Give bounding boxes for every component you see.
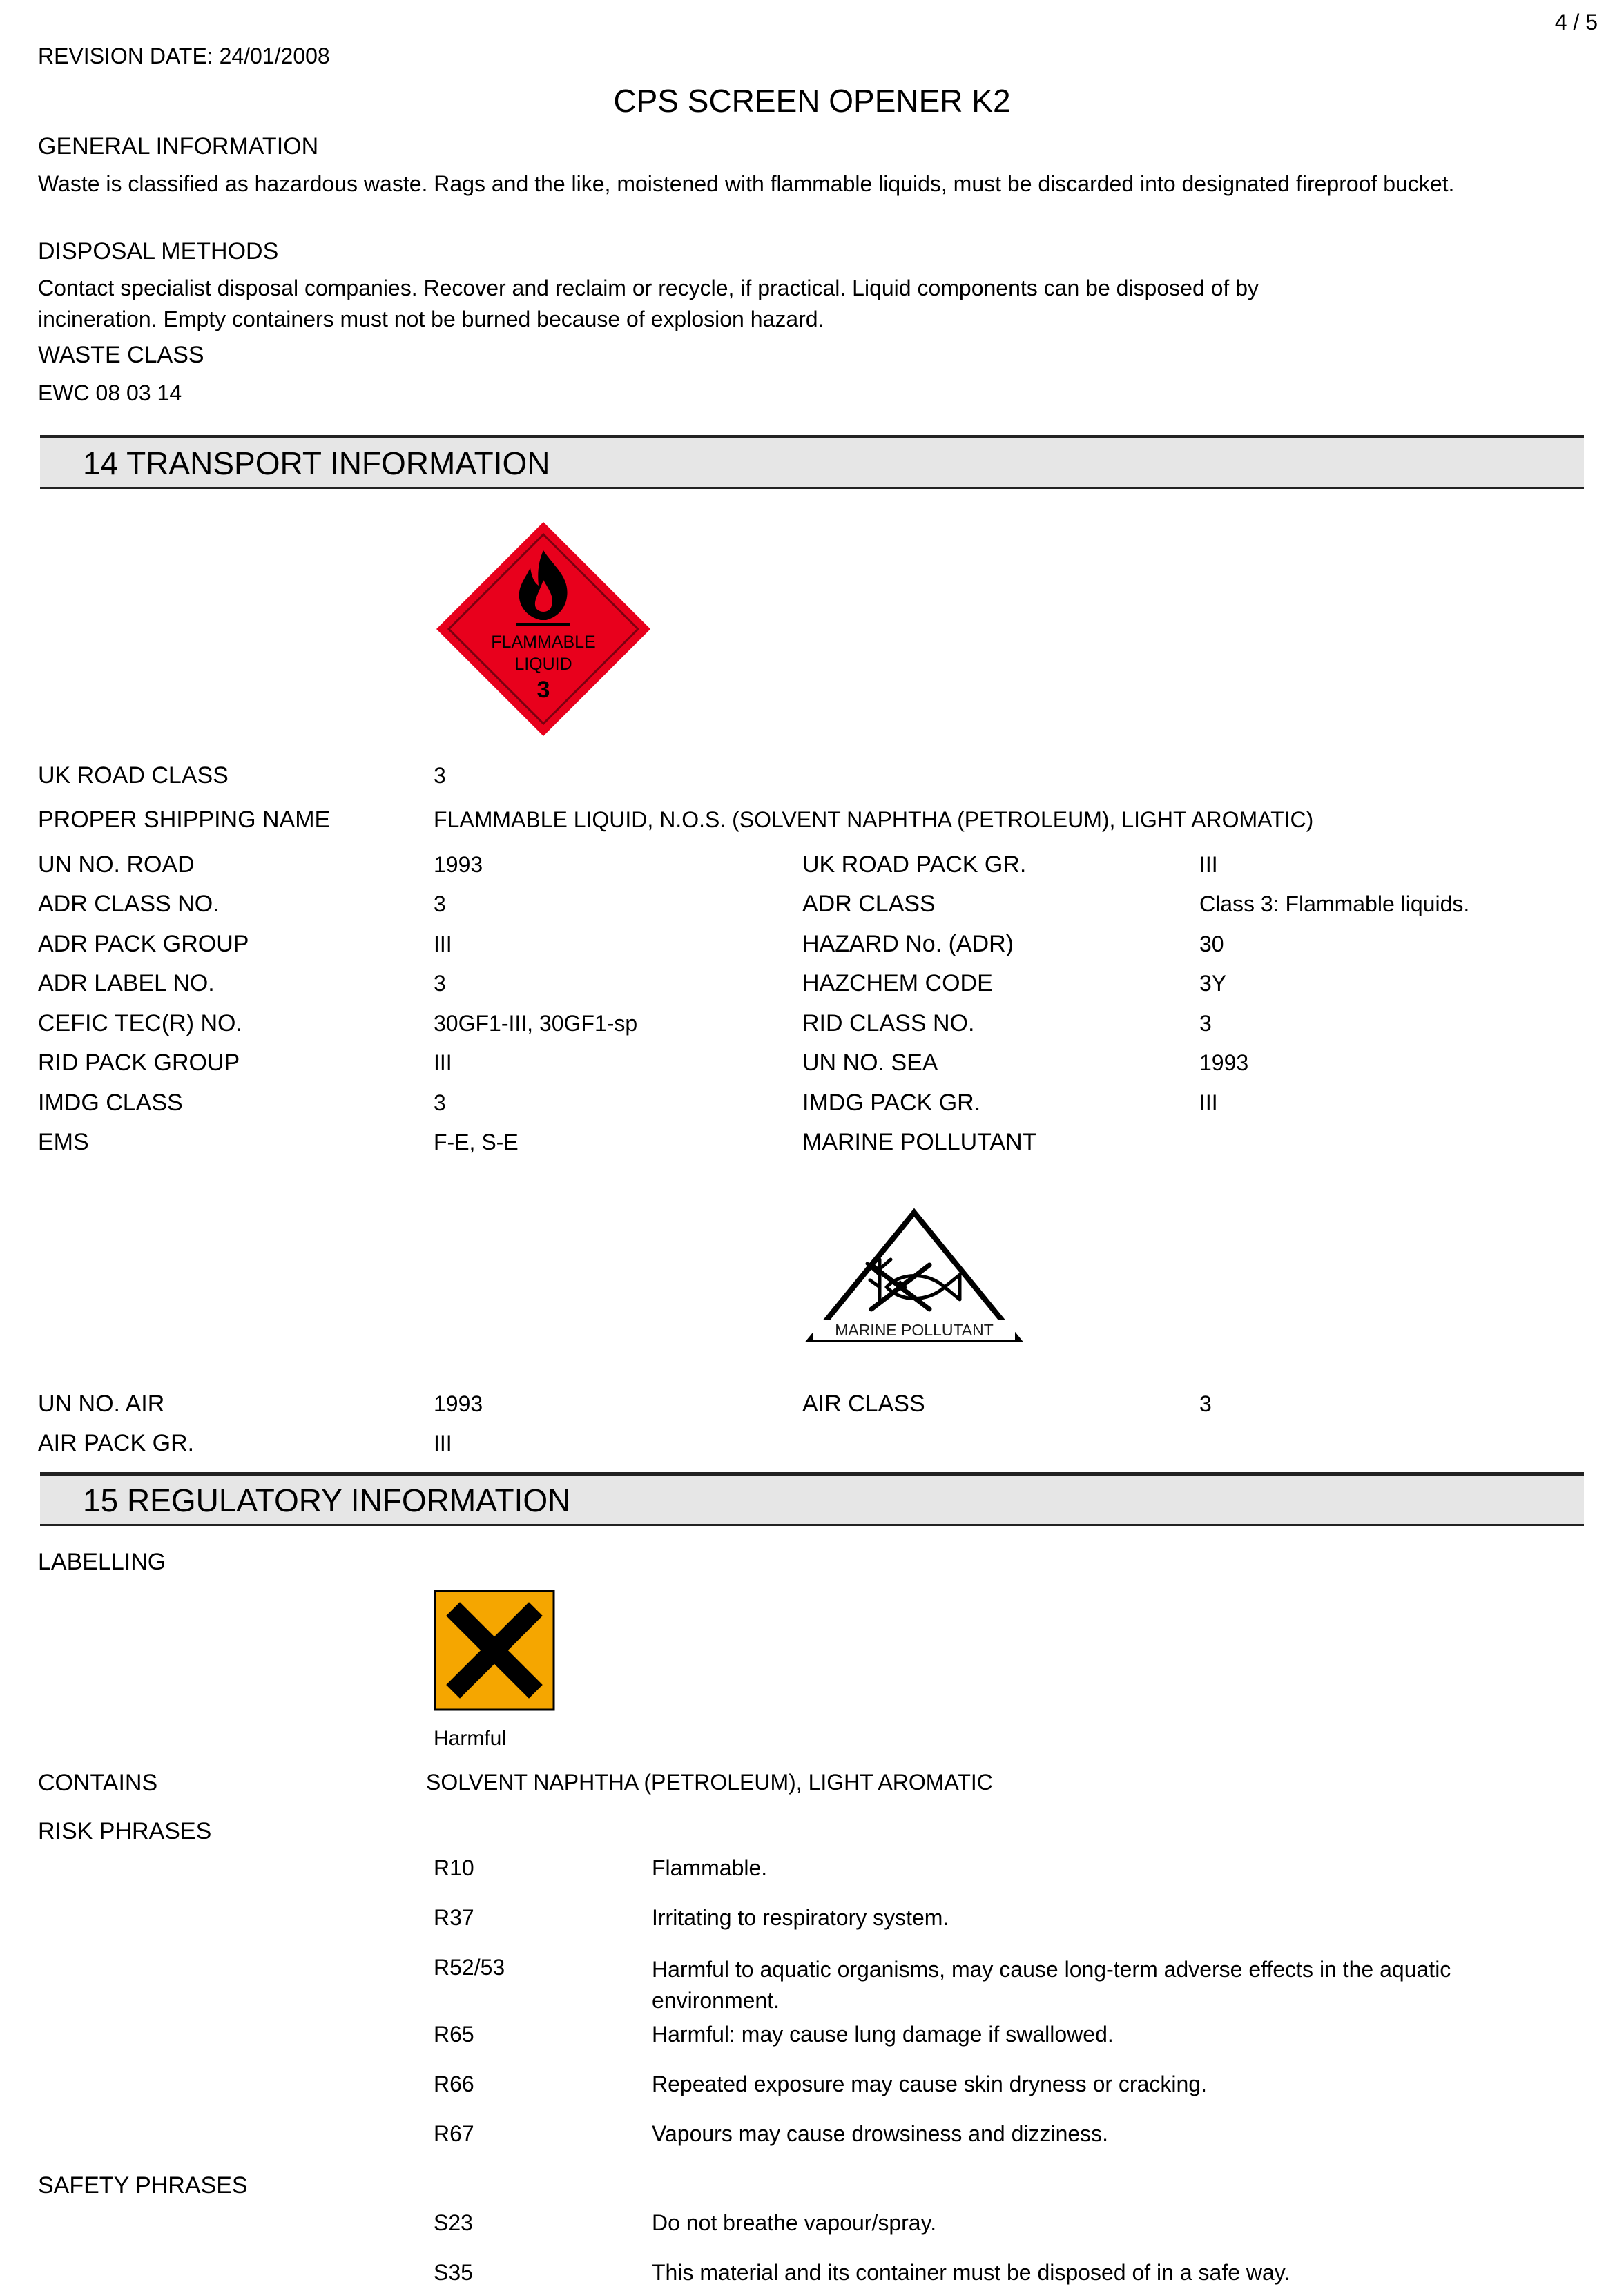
air-pack-gr-label: AIR PACK GR. — [38, 1430, 195, 1456]
ems-label: EMS — [38, 1129, 89, 1155]
un-no-air-value: 1993 — [434, 1391, 483, 1416]
contains-label: CONTAINS — [38, 1770, 158, 1796]
risk-phrase-text: Harmful: may cause lung damage if swallowed. — [652, 2022, 1114, 2047]
harmful-caption: Harmful — [434, 1727, 507, 1750]
page-number: 4 / 5 — [1554, 10, 1598, 35]
uk-road-pack-gr-value: III — [1199, 852, 1218, 877]
section-14-bar — [40, 435, 1584, 489]
risk-phrases-label: RISK PHRASES — [38, 1818, 212, 1844]
general-information-text: Waste is classified as hazardous waste. Rags and the like, moistened with flammable liquids, must be discarded into designated fireproof bucket. — [38, 171, 1455, 196]
contains-value: SOLVENT NAPHTHA (PETROLEUM), LIGHT AROMATIC — [426, 1770, 993, 1795]
un-no-sea-label: UN NO. SEA — [802, 1050, 938, 1076]
uk-road-class-label: UK ROAD CLASS — [38, 762, 229, 789]
adr-label-no-label: ADR LABEL NO. — [38, 970, 215, 996]
un-no-road-value: 1993 — [434, 852, 483, 877]
air-class-value: 3 — [1199, 1391, 1212, 1416]
marine-pollutant-label: MARINE POLLUTANT — [802, 1129, 1037, 1155]
adr-class-no-value: 3 — [434, 891, 446, 916]
air-class-label: AIR CLASS — [802, 1391, 925, 1417]
flammable-sign-line1: FLAMMABLE — [491, 632, 596, 652]
section-14-title: 14 TRANSPORT INFORMATION — [83, 445, 550, 481]
risk-phrase-text: Vapours may cause drowsiness and dizziness. — [652, 2121, 1109, 2146]
un-no-air-label: UN NO. AIR — [38, 1391, 165, 1417]
risk-phrase-code: R65 — [434, 2022, 474, 2047]
marine-pollutant-icon — [804, 1206, 1025, 1344]
adr-class-no-label: ADR CLASS NO. — [38, 891, 220, 917]
hazard-no-adr-label: HAZARD No. (ADR) — [802, 931, 1014, 957]
cefic-tec-no-value: 30GF1-III, 30GF1-sp — [434, 1011, 638, 1036]
risk-phrase-text: Harmful to aquatic organisms, may cause long-term adverse effects in the aquatic environment. — [652, 1957, 1451, 2013]
marine-pollutant-sign-text: MARINE POLLUTANT — [835, 1321, 994, 1339]
section-15-bar — [40, 1472, 1584, 1526]
disposal-methods-text: Contact specialist disposal companies. Recover and reclaim or recycle, if practical. Liquid components can be disposed of by incineration. Empty containers must not be burned because of explosion hazard. — [38, 276, 1259, 331]
risk-phrase-code: R66 — [434, 2071, 474, 2096]
risk-phrase-code: R37 — [434, 1905, 474, 1930]
imdg-pack-gr-label: IMDG PACK GR. — [802, 1090, 981, 1116]
waste-class-value: EWC 08 03 14 — [38, 380, 182, 405]
adr-pack-group-label: ADR PACK GROUP — [38, 931, 249, 957]
rid-pack-group-label: RID PACK GROUP — [38, 1050, 240, 1076]
uk-road-class-value: 3 — [434, 763, 446, 788]
cefic-tec-no-label: CEFIC TEC(R) NO. — [38, 1010, 242, 1036]
safety-phrase-code: S23 — [434, 2210, 473, 2235]
harmful-x-icon — [434, 1590, 555, 1711]
proper-shipping-name-label: PROPER SHIPPING NAME — [38, 807, 331, 833]
rid-class-no-value: 3 — [1199, 1011, 1212, 1036]
adr-class-label: ADR CLASS — [802, 891, 936, 917]
adr-pack-group-value: III — [434, 931, 452, 956]
ems-value: F-E, S-E — [434, 1130, 519, 1155]
risk-phrase-code: R10 — [434, 1855, 474, 1880]
disposal-methods-heading: DISPOSAL METHODS — [38, 238, 279, 264]
risk-phrase-code: R52/53 — [434, 1955, 505, 1980]
general-information-heading: GENERAL INFORMATION — [38, 133, 319, 160]
uk-road-pack-gr-label: UK ROAD PACK GR. — [802, 851, 1027, 878]
un-no-road-label: UN NO. ROAD — [38, 851, 195, 878]
risk-phrase-text: Flammable. — [652, 1855, 768, 1880]
rid-pack-group-value: III — [434, 1050, 452, 1075]
imdg-pack-gr-value: III — [1199, 1090, 1218, 1115]
safety-phrases-label: SAFETY PHRASES — [38, 2172, 248, 2199]
risk-phrase-code: R67 — [434, 2121, 474, 2146]
rid-class-no-label: RID CLASS NO. — [802, 1010, 975, 1036]
safety-phrase-text: This material and its container must be disposed of in a safe way. — [652, 2260, 1290, 2285]
revision-date: REVISION DATE: 24/01/2008 — [38, 44, 330, 68]
section-15-title: 15 REGULATORY INFORMATION — [83, 1482, 571, 1518]
flammable-sign-number: 3 — [536, 677, 550, 703]
imdg-class-value: 3 — [434, 1090, 446, 1115]
proper-shipping-name-value: FLAMMABLE LIQUID, N.O.S. (SOLVENT NAPHTHA (PETROLEUM), LIGHT AROMATIC) — [434, 807, 1314, 832]
hazchem-code-value: 3Y — [1199, 971, 1227, 996]
air-pack-gr-value: III — [434, 1431, 452, 1456]
waste-class-heading: WASTE CLASS — [38, 342, 204, 368]
risk-phrase-text: Irritating to respiratory system. — [652, 1905, 949, 1930]
adr-class-value: Class 3: Flammable liquids. — [1199, 891, 1470, 916]
flammable-liquid-icon — [434, 519, 653, 739]
labelling-label: LABELLING — [38, 1549, 166, 1575]
adr-label-no-value: 3 — [434, 971, 446, 996]
un-no-sea-value: 1993 — [1199, 1050, 1249, 1075]
imdg-class-label: IMDG CLASS — [38, 1090, 183, 1116]
flammable-sign-line2: LIQUID — [514, 655, 572, 674]
hazchem-code-label: HAZCHEM CODE — [802, 970, 993, 996]
hazard-no-adr-value: 30 — [1199, 931, 1224, 956]
safety-phrase-text: Do not breathe vapour/spray. — [652, 2210, 937, 2235]
document-title: CPS SCREEN OPENER K2 — [613, 83, 1011, 119]
safety-phrase-code: S35 — [434, 2260, 473, 2285]
risk-phrase-text: Repeated exposure may cause skin dryness or cracking. — [652, 2071, 1207, 2096]
